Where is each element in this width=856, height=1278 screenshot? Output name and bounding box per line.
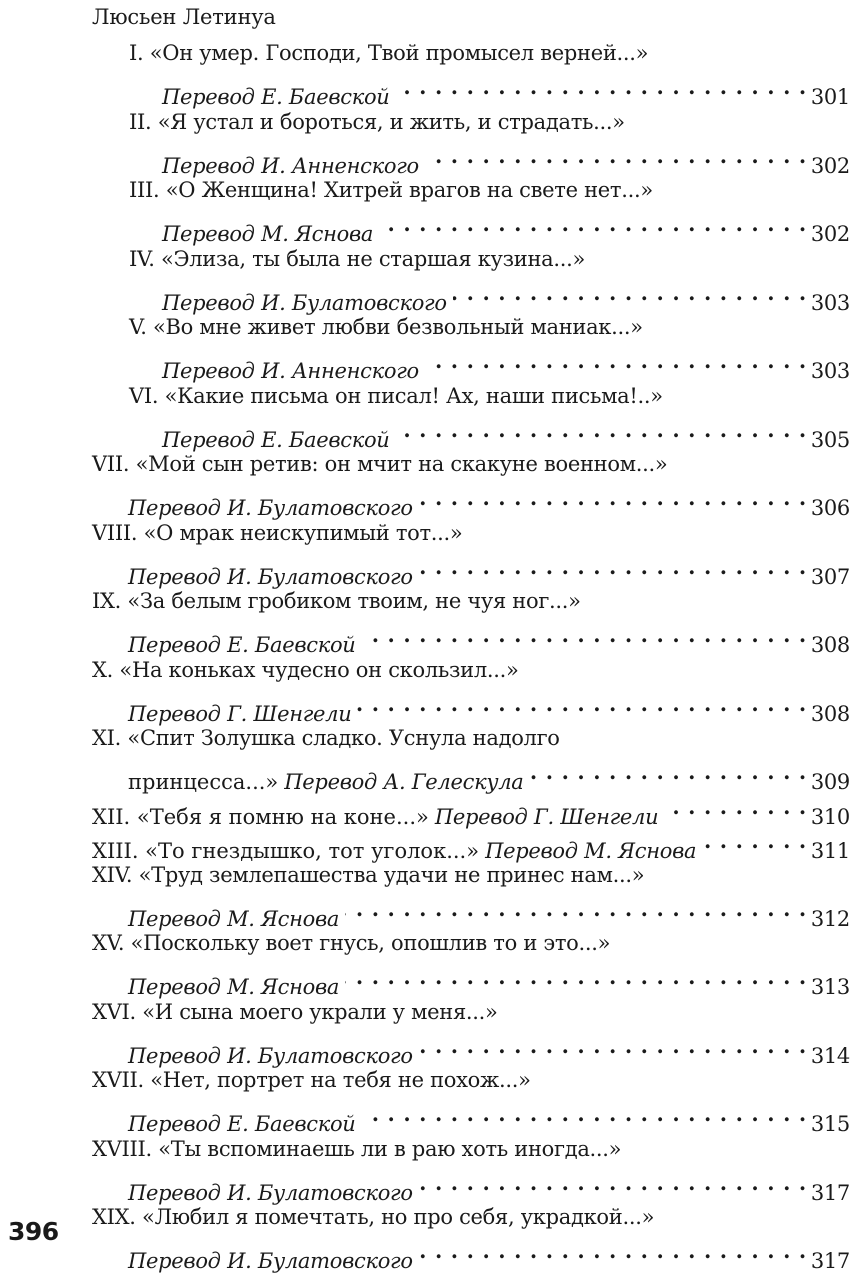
translator-line bbox=[0, 70, 856, 109]
translator-credit: Перевод Г. Шенгели bbox=[128, 701, 352, 726]
page-ref: 311 bbox=[810, 838, 850, 863]
translator-line bbox=[0, 960, 856, 999]
poem-first-line: XII. «Тебя я помню на коне...» bbox=[92, 804, 429, 829]
page-ref: 303 bbox=[810, 290, 850, 315]
translator-line bbox=[0, 1166, 856, 1205]
translator-line bbox=[0, 481, 856, 520]
page-ref: 302 bbox=[810, 153, 850, 178]
toc-entry bbox=[0, 721, 856, 794]
toc-entry bbox=[0, 995, 856, 1068]
dot-leader bbox=[419, 550, 807, 584]
dot-leader bbox=[362, 1097, 807, 1131]
translator-credit: Перевод М. Яснова bbox=[485, 838, 697, 863]
poem-first-line: X. «На коньках чудесно он скользил...» bbox=[92, 657, 519, 682]
toc-entry bbox=[0, 1063, 856, 1136]
poem-first-line: IV. «Элиза, ты была не старшая кузина...» bbox=[129, 246, 586, 271]
translator-line bbox=[0, 276, 856, 315]
toc-entry bbox=[0, 36, 856, 109]
dot-leader bbox=[345, 960, 807, 994]
translator-credit: Перевод М. Яснова bbox=[128, 975, 340, 999]
translator-credit: Перевод И. Анненского bbox=[162, 153, 419, 178]
translator-credit: Перевод Г. Шенгели bbox=[434, 804, 659, 829]
poem-first-line: IX. «За белым гробиком твоим, не чуя ног...» bbox=[92, 589, 581, 613]
translator-line bbox=[0, 139, 856, 178]
translator-line bbox=[0, 1097, 856, 1136]
dot-leader bbox=[396, 70, 807, 104]
section-title: Люсьен Летинуа bbox=[92, 5, 276, 29]
dot-leader bbox=[664, 790, 806, 824]
poem-first-line-continued: принцесса...» bbox=[128, 770, 279, 794]
translator-credit: Перевод И. Булатовского bbox=[128, 1249, 413, 1273]
toc-entry bbox=[0, 1200, 856, 1273]
page-ref: 303 bbox=[810, 359, 850, 383]
toc-entry bbox=[0, 653, 856, 726]
translator-line bbox=[0, 550, 856, 589]
poem-first-line: XVII. «Нет, портрет на тебя не похож...» bbox=[92, 1068, 531, 1092]
toc-entry bbox=[0, 242, 856, 315]
poem-first-line: XIV. «Труд землепашества удачи не принес нам...» bbox=[92, 862, 645, 887]
translator-line bbox=[0, 1234, 856, 1273]
toc-entry bbox=[0, 173, 856, 246]
toc-entry bbox=[0, 310, 856, 383]
translator-credit: Перевод И. Булатовского bbox=[128, 496, 413, 520]
poem-first-line: XVI. «И сына моего украли у меня...» bbox=[92, 999, 498, 1024]
translator-line bbox=[0, 207, 856, 246]
translator-line bbox=[0, 344, 856, 383]
dot-leader bbox=[419, 1166, 807, 1200]
page-ref: 306 bbox=[810, 496, 850, 520]
page-ref: 312 bbox=[810, 906, 850, 931]
dot-leader bbox=[530, 755, 807, 789]
poem-first-line: I. «Он умер. Господи, Твой промысел верней...» bbox=[129, 41, 649, 65]
page-ref: 309 bbox=[810, 770, 850, 794]
page-ref: 313 bbox=[810, 975, 850, 999]
page-ref: 301 bbox=[810, 85, 850, 109]
dot-leader bbox=[453, 276, 807, 310]
dot-leader bbox=[357, 687, 806, 721]
toc-entry bbox=[0, 516, 856, 589]
poem-first-line: II. «Я устал и бороться, и жить, и страдать...» bbox=[129, 109, 625, 134]
toc-entry bbox=[0, 858, 856, 931]
translator-line bbox=[0, 413, 856, 452]
dot-leader bbox=[379, 207, 807, 241]
dot-leader bbox=[425, 139, 807, 173]
translator-line bbox=[0, 824, 856, 863]
translator-credit: Перевод Е. Баевской bbox=[162, 427, 390, 452]
poem-first-line: V. «Во мне живет любви безвольный маниак...» bbox=[129, 315, 643, 339]
table-of-contents bbox=[0, 36, 856, 1273]
translator-credit: Перевод Е. Баевской bbox=[128, 633, 356, 657]
translator-line bbox=[0, 618, 856, 657]
translator-line bbox=[0, 892, 856, 931]
poem-first-line: VI. «Какие письма он писал! Ах, наши письма!..» bbox=[129, 383, 663, 408]
toc-entry bbox=[0, 1132, 856, 1205]
page-ref: 307 bbox=[810, 564, 850, 589]
translator-credit: Перевод И. Булатовского bbox=[162, 290, 447, 315]
translator-line bbox=[0, 687, 856, 726]
dot-leader bbox=[396, 413, 807, 447]
translator-line bbox=[0, 755, 856, 794]
translator-credit: Перевод М. Яснова bbox=[128, 906, 340, 931]
poem-first-line: XI. «Спит Золушка сладко. Уснула надолго bbox=[92, 726, 560, 750]
translator-credit: Перевод Е. Баевской bbox=[162, 85, 390, 109]
translator-credit: Перевод Е. Баевской bbox=[128, 1112, 356, 1136]
translator-credit: Перевод И. Булатовского bbox=[128, 564, 413, 589]
dot-leader bbox=[425, 344, 807, 378]
translator-credit: Перевод И. Булатовского bbox=[128, 1180, 413, 1205]
page-ref: 314 bbox=[810, 1043, 850, 1068]
toc-entry bbox=[0, 379, 856, 452]
dot-leader bbox=[345, 892, 807, 926]
dot-leader bbox=[702, 824, 807, 858]
translator-credit: Перевод И. Анненского bbox=[162, 359, 419, 383]
toc-entry bbox=[0, 105, 856, 178]
page-ref: 317 bbox=[810, 1180, 850, 1205]
poem-first-line: III. «О Женщина! Хитрей врагов на свете нет...» bbox=[129, 178, 653, 202]
page-ref: 302 bbox=[810, 222, 850, 246]
translator-line bbox=[0, 790, 856, 829]
poem-first-line: XVIII. «Ты вспоминаешь ли в раю хоть иногда...» bbox=[92, 1136, 622, 1161]
poem-first-line: XIII. «То гнездышко, тот уголок...» bbox=[92, 838, 480, 863]
page-number: 396 bbox=[8, 1217, 59, 1246]
dot-leader bbox=[419, 1234, 807, 1268]
page-ref: 310 bbox=[810, 804, 850, 829]
toc-entry bbox=[0, 584, 856, 657]
translator-credit: Перевод М. Яснова bbox=[162, 222, 374, 246]
poem-first-line: VIII. «О мрак неискупимый тот...» bbox=[92, 520, 463, 545]
toc-entry bbox=[0, 926, 856, 999]
toc-entry bbox=[0, 447, 856, 520]
poem-first-line: XV. «Поскольку воет гнусь, опошлив то и это...» bbox=[92, 931, 611, 955]
page-ref: 308 bbox=[810, 701, 850, 726]
page-ref: 315 bbox=[810, 1112, 850, 1136]
page-ref: 308 bbox=[810, 633, 850, 657]
translator-credit: Перевод И. Булатовского bbox=[128, 1043, 413, 1068]
page-ref: 317 bbox=[810, 1249, 850, 1273]
dot-leader bbox=[419, 481, 807, 515]
poem-first-line: XIX. «Любил я помечтать, но про себя, украдкой...» bbox=[92, 1205, 655, 1229]
page-ref: 305 bbox=[810, 427, 850, 452]
toc-entry bbox=[0, 790, 856, 829]
poem-first-line: VII. «Мой сын ретив: он мчит на скакуне военном...» bbox=[92, 452, 668, 476]
toc-entry bbox=[0, 824, 856, 863]
dot-leader bbox=[362, 618, 807, 652]
translator-credit: Перевод А. Гелескула bbox=[284, 770, 524, 794]
dot-leader bbox=[419, 1029, 807, 1063]
translator-line bbox=[0, 1029, 856, 1068]
